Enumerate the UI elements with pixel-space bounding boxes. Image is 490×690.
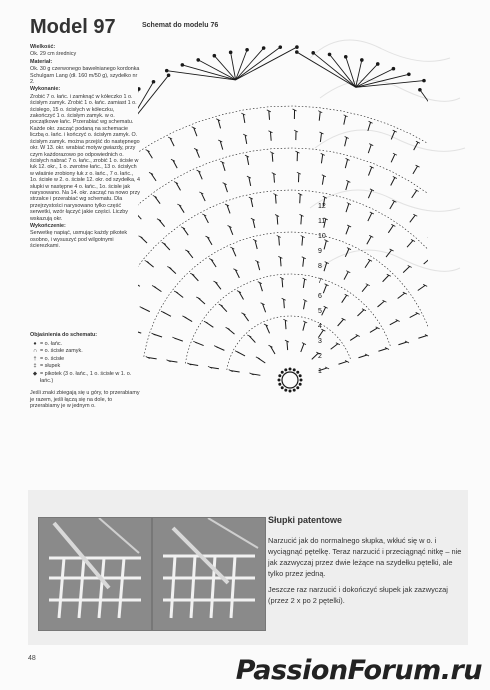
legend-item-text: = o. łańc. xyxy=(40,340,63,347)
technique-title: Słupki patentowe xyxy=(268,515,343,525)
diagram-row-number: 8 xyxy=(318,263,322,270)
diagram-row-number: 2 xyxy=(318,353,322,360)
single-crochet-icon: † xyxy=(33,355,37,362)
section-heading-size: Wielkość: xyxy=(30,44,56,50)
legend-item xyxy=(30,363,140,370)
technique-photo-1 xyxy=(38,517,152,631)
diagram-row-number: 9 xyxy=(318,248,322,255)
legend-heading: Objaśnienia do schematu: xyxy=(30,332,98,338)
legend-item-text: = słupek xyxy=(40,363,61,370)
legend-item-text: = o. ścisłe xyxy=(40,355,65,362)
diagram-row-number: 5 xyxy=(318,308,322,315)
diagram-row-number: 12 xyxy=(318,203,326,210)
section-text-material: Ok. 30 g czerwonego bawełnianego kordonka Schulgarn Lang (dł. 160 m/50 g), szydełko nr 2. xyxy=(30,66,140,86)
diagram-row-number: 10 xyxy=(318,233,326,240)
technique-text xyxy=(268,535,462,611)
diagram-row-number: 3 xyxy=(318,338,322,345)
legend-item xyxy=(30,341,140,348)
legend-item xyxy=(30,348,140,355)
watermark-logo: PassionForum.ru xyxy=(235,655,482,686)
double-crochet-icon: ‡ xyxy=(33,363,37,370)
section-text-execution: Zrobić 7 o. łańc. i zamknąć w kółeczko 1 o. ścisłym zamyk. Zrobić 1 o. łańc. zamiast 1 o. ścisłego, 15 o. ścisłych w kółeczku, zakończyć 1 o. ścisłym zamyk. w o. początkowe łańc. Przerabiać wg schematu. Każde okr. zacząć podaną na schemacie liczbą o. łańc. i kończyć o. ścisłym zamyk. O. ścisłym zamyk. można przejść do następnego okr. W 13. okr. wrabiać motyw gwiazdy, przy czym każdorazowo po odpowiednich o. ścisłych nabrać 7 o. łańc., zrobić 1 o. ścisłe w łuk 12. okr., 1 o. zwrotne łańc., 13 o. ścisłych w właśnie zrobiony łuk z o. łańc., 7 o. łańc., 1o. ścisłe w 2. o. ścisłe 12. okr. od szydełka, 4 słupki w następne 4 o. łańc., 1o. ścisłe jak narysowano. Na 14. okr. zacząć na nowo przy strzałce i przerabiać wg schematu. Dla przejrzystości narysowano tylko część serwetki, wzór łączyć jakie części. Liczby wskazują okr. xyxy=(30,93,140,222)
diagram-row-number: 4 xyxy=(318,323,322,330)
legend-note: Jeśli znaki zbiegają się u góry, to przerabiamy je razem, jeśli łączą się na dole, to przerabiamy je w jednym o. xyxy=(30,390,140,410)
section-heading-material: Materiał: xyxy=(30,58,53,65)
page-number: 48 xyxy=(28,655,36,662)
diagram-row-number: 7 xyxy=(318,278,322,285)
section-heading-execution: Wykonanie: xyxy=(30,86,61,93)
slip-stitch-icon: ∩ xyxy=(33,348,37,355)
legend-item xyxy=(30,371,140,384)
model-title: Model 97 xyxy=(30,16,116,38)
technique-photo-2 xyxy=(152,517,266,631)
diagram-row-number: 11 xyxy=(318,218,326,225)
legend xyxy=(30,332,140,410)
diagram-row-number: 1 xyxy=(318,368,322,375)
section-text-size: Ok. 29 cm średnicy xyxy=(30,51,77,58)
legend-item xyxy=(30,356,140,363)
schema-title: Schemat do modelu 76 xyxy=(142,22,219,29)
picot-icon: ◆ xyxy=(32,370,38,377)
legend-item-text: = o. ścisłe zamyk. xyxy=(40,348,83,355)
section-heading-finishing: Wykończenie: xyxy=(30,222,66,229)
legend-item-text: = pikotek (3 o. łańc., 1 o. ścisłe w 1. o. łańc.) xyxy=(40,370,132,384)
crochet-diagram xyxy=(138,28,428,423)
diagram-row-number: 6 xyxy=(318,293,322,300)
technique-paragraph: Jeszcze raz narzucić i dokończyć słupek jak zazwyczaj (przez 2 x po 2 pętelki). xyxy=(268,585,448,605)
section-text-finishing: Serwetkę napiąć, usmując każdy pikotek osobno, i wysuszyć pod wilgotnymi ścierezkami. xyxy=(30,230,128,250)
technique-paragraph: Narzucić jak do normalnego słupka, wkłuć się w o. i wyciągnąć pętelkę. Teraz narzucić i przeciągnąć nitkę – nie jak zazwyczaj przez dwie leżące na szydełku pętelki, ale tylko przez jedną. xyxy=(268,536,462,578)
instructions-column xyxy=(30,44,140,251)
chain-stitch-icon: ● xyxy=(33,340,37,347)
